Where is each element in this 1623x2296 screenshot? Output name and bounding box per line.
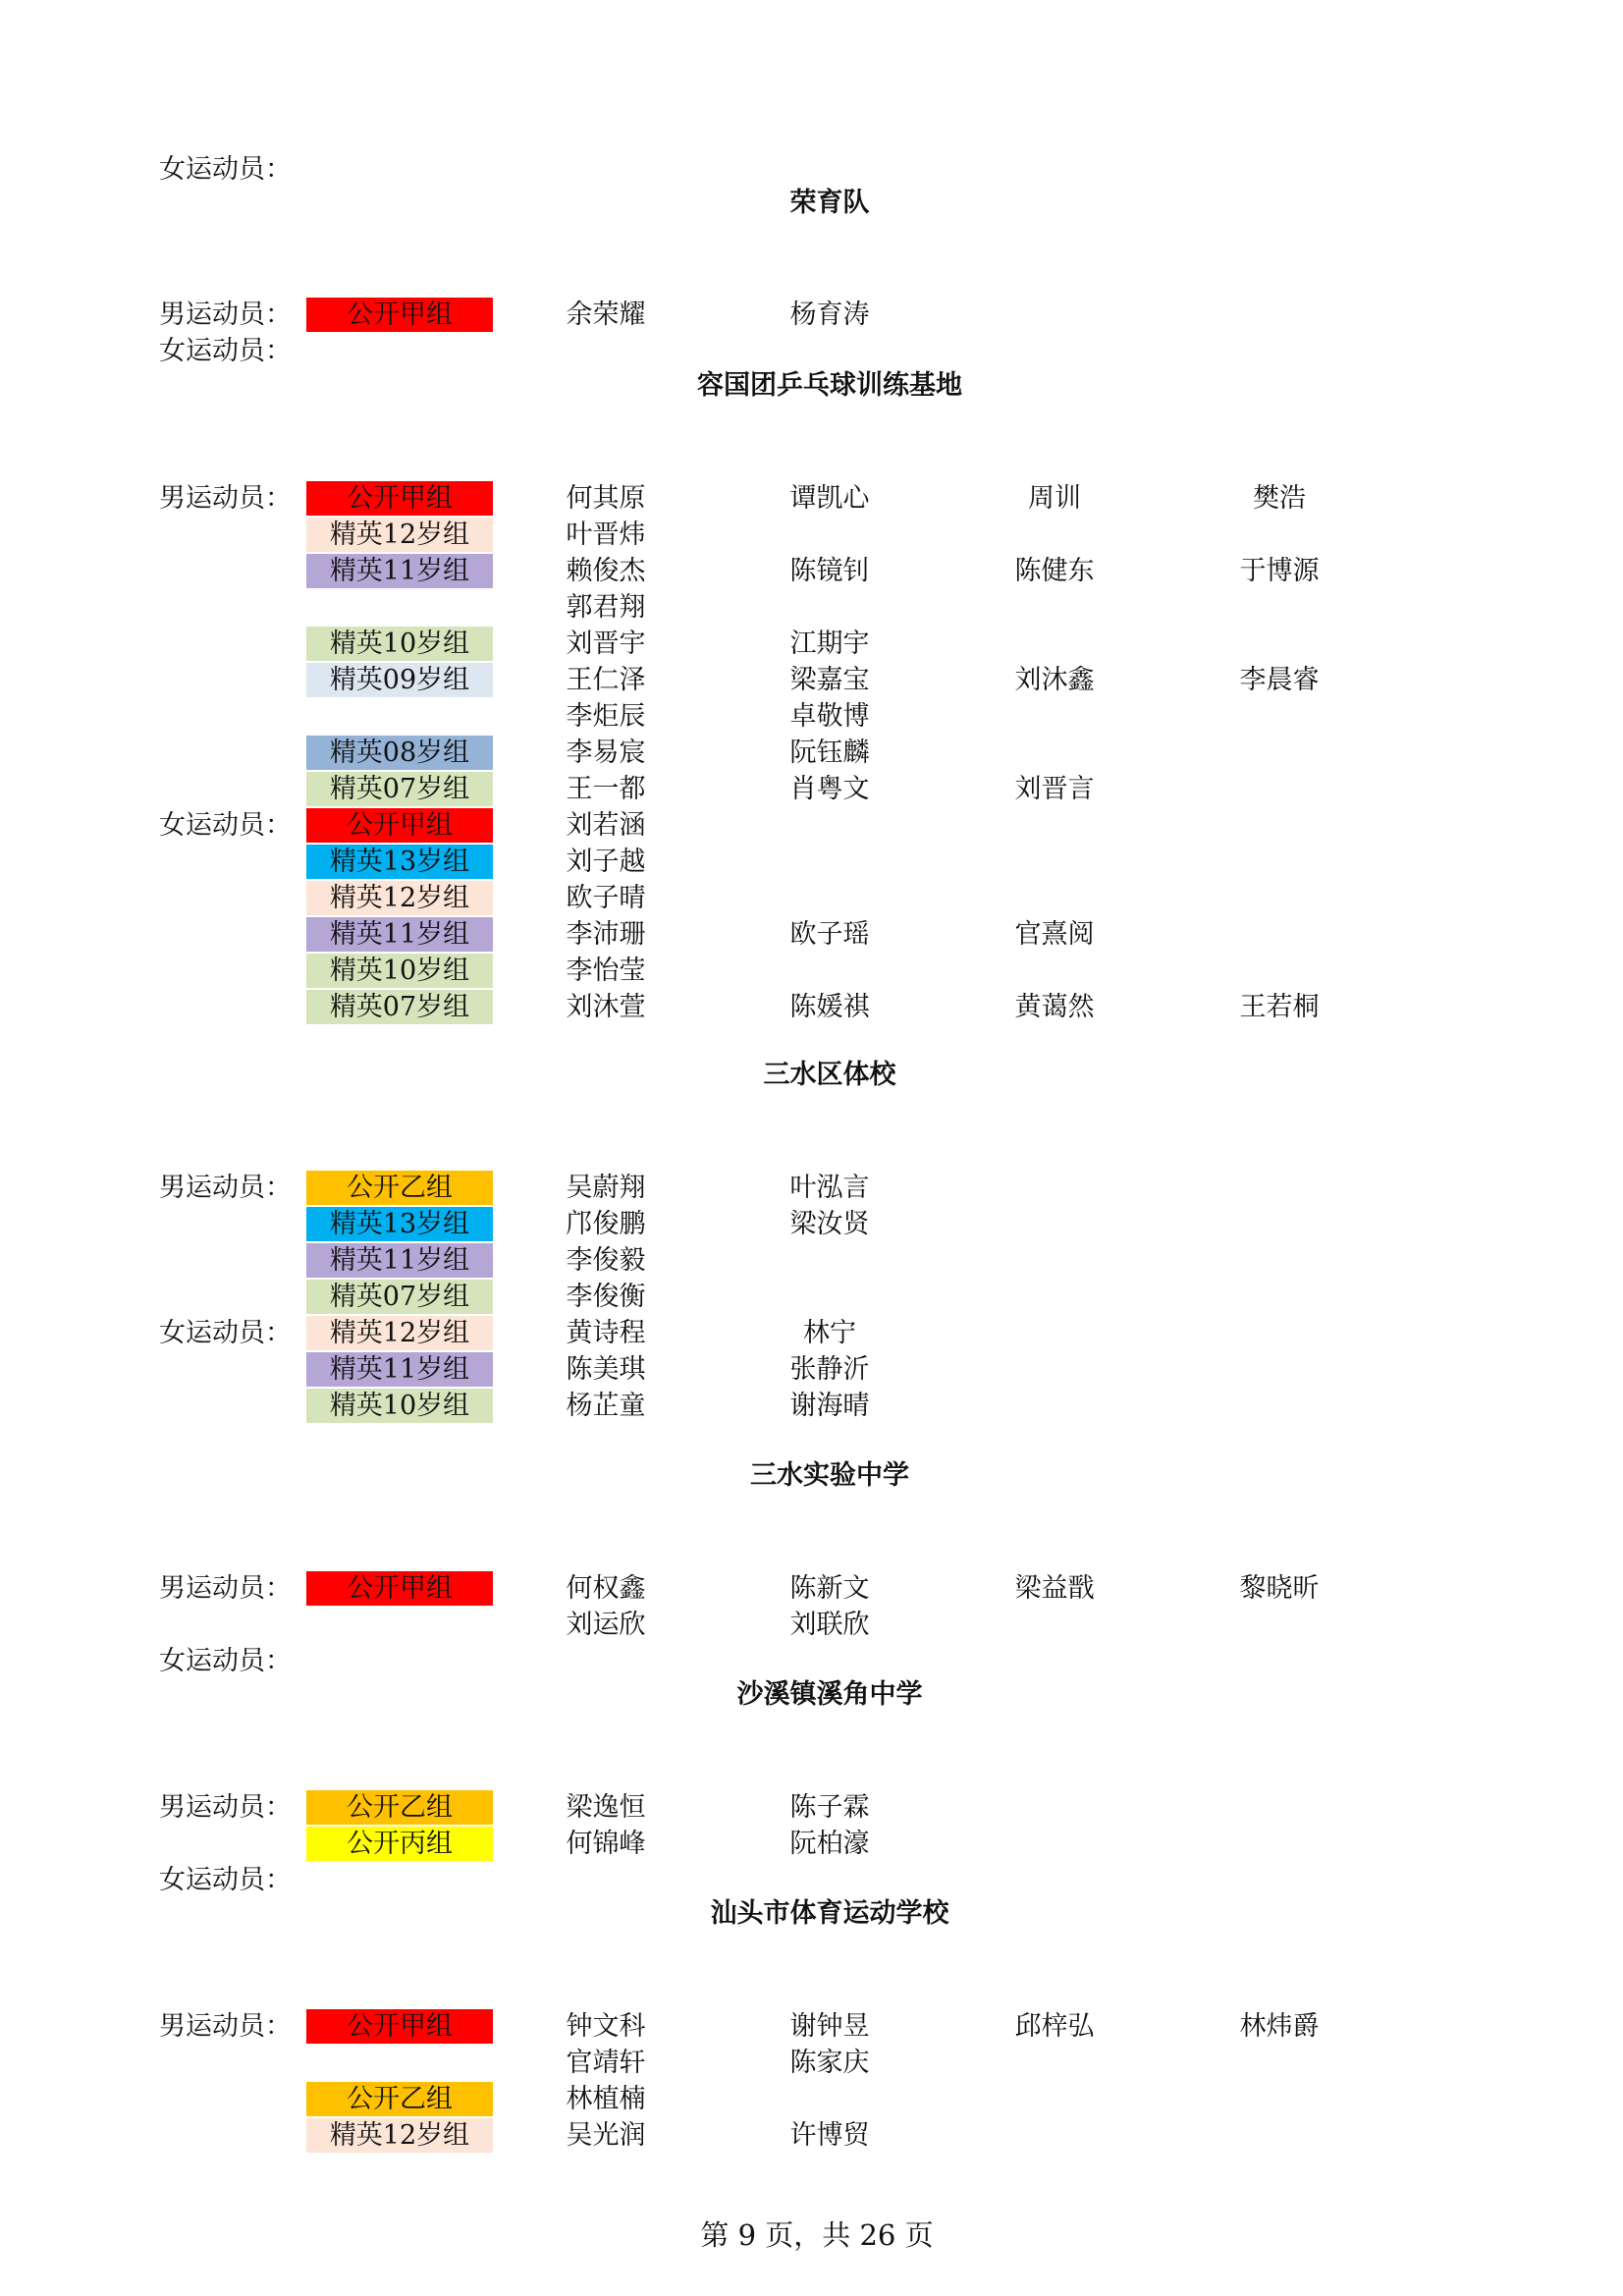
roster-row xyxy=(0,1206,1623,1242)
athlete-name: 李易宸 xyxy=(566,738,646,768)
roster-row xyxy=(0,1279,1623,1315)
roster-row xyxy=(0,333,1623,369)
athlete-name: 李俊衡 xyxy=(566,1282,646,1312)
athlete-name: 王一都 xyxy=(566,774,646,804)
category-badge: 公开甲组 xyxy=(306,808,493,843)
athlete-name: 李怡莹 xyxy=(566,956,646,986)
athlete-name: 余荣耀 xyxy=(566,300,646,330)
athlete-name: 陈镜钊 xyxy=(789,556,870,586)
athlete-name: 樊浩 xyxy=(1253,483,1306,514)
category-badge: 精英11岁组 xyxy=(306,917,493,952)
category-badge: 公开甲组 xyxy=(306,1571,493,1606)
athlete-name: 邱梓弘 xyxy=(1014,2011,1095,2042)
athlete-name: 林炜爵 xyxy=(1239,2011,1320,2042)
roster-row xyxy=(0,989,1623,1025)
category-badge: 精英12岁组 xyxy=(306,2118,493,2153)
athlete-name: 何权鑫 xyxy=(566,1573,646,1604)
athlete-name: 于博源 xyxy=(1239,556,1320,586)
athlete-name: 谢钟昱 xyxy=(789,2011,870,2042)
male-athletes-label: 男运动员： xyxy=(159,1573,292,1604)
female-athletes-label: 女运动员： xyxy=(159,336,292,366)
category-badge: 精英09岁组 xyxy=(306,663,493,697)
athlete-name: 梁益戬 xyxy=(1014,1573,1095,1604)
category-badge: 精英11岁组 xyxy=(306,1352,493,1387)
category-badge: 精英13岁组 xyxy=(306,1207,493,1241)
athlete-name: 林宁 xyxy=(803,1318,856,1348)
athlete-name: 吴光润 xyxy=(566,2120,646,2151)
athlete-name: 梁汝贤 xyxy=(789,1209,870,1239)
team-title: 沙溪镇溪角中学 xyxy=(736,1679,923,1710)
athlete-name: 杨育涛 xyxy=(789,300,870,330)
athlete-name: 黄蔼然 xyxy=(1014,992,1095,1022)
category-badge: 精英11岁组 xyxy=(306,1243,493,1278)
category-badge: 精英10岁组 xyxy=(306,1389,493,1423)
athlete-name: 王若桐 xyxy=(1239,992,1320,1022)
roster-row xyxy=(0,1242,1623,1279)
roster-row xyxy=(0,589,1623,626)
category-badge: 精英07岁组 xyxy=(306,772,493,806)
roster-row xyxy=(0,2117,1623,2154)
athlete-name: 许博贸 xyxy=(789,2120,870,2151)
male-athletes-label: 男运动员： xyxy=(159,1792,292,1823)
athlete-name: 陈健东 xyxy=(1014,556,1095,586)
roster-row xyxy=(0,1351,1623,1388)
team-title: 荣育队 xyxy=(789,188,870,218)
female-athletes-label: 女运动员： xyxy=(159,810,292,841)
category-badge: 精英11岁组 xyxy=(306,554,493,588)
athlete-name: 梁嘉宝 xyxy=(789,665,870,695)
athlete-name: 王仁泽 xyxy=(566,665,646,695)
athlete-name: 杨芷童 xyxy=(566,1391,646,1421)
athlete-name: 卓敬博 xyxy=(789,701,870,732)
athlete-name: 江期宇 xyxy=(789,629,870,659)
athlete-name: 肖粤文 xyxy=(789,774,870,804)
roster-row xyxy=(0,880,1623,916)
roster-row xyxy=(0,517,1623,553)
female-athletes-label: 女运动员： xyxy=(159,1865,292,1895)
female-athletes-label: 女运动员： xyxy=(159,154,292,185)
roster-row xyxy=(0,916,1623,953)
athlete-name: 赖俊杰 xyxy=(566,556,646,586)
athlete-name: 何其原 xyxy=(566,483,646,514)
athlete-name: 阮钰麟 xyxy=(789,738,870,768)
category-badge: 精英12岁组 xyxy=(306,1316,493,1350)
male-athletes-label: 男运动员： xyxy=(159,2011,292,2042)
athlete-name: 陈新文 xyxy=(789,1573,870,1604)
roster-row xyxy=(0,1170,1623,1206)
male-athletes-label: 男运动员： xyxy=(159,483,292,514)
athlete-name: 吴蔚翔 xyxy=(566,1173,646,1203)
page-footer: 第 9 页，共 26 页 xyxy=(700,2218,934,2252)
athlete-name: 刘运欣 xyxy=(566,1610,646,1640)
roster-row xyxy=(0,151,1623,188)
team-title: 容国团乒乓球训练基地 xyxy=(697,370,962,401)
category-badge: 公开甲组 xyxy=(306,481,493,516)
roster-row xyxy=(0,662,1623,698)
athlete-name: 叶晋炜 xyxy=(566,519,646,550)
male-athletes-label: 男运动员： xyxy=(159,1173,292,1203)
athlete-name: 郭君翔 xyxy=(566,592,646,623)
athlete-name: 李沛珊 xyxy=(566,919,646,950)
roster-row xyxy=(0,771,1623,807)
athlete-name: 刘若涵 xyxy=(566,810,646,841)
roster-row xyxy=(0,553,1623,589)
roster-row xyxy=(0,698,1623,735)
category-badge: 精英12岁组 xyxy=(306,518,493,552)
category-badge: 精英12岁组 xyxy=(306,881,493,915)
category-badge: 公开甲组 xyxy=(306,2009,493,2044)
athlete-name: 谭凯心 xyxy=(789,483,870,514)
roster-row xyxy=(0,2081,1623,2117)
athlete-name: 黎晓昕 xyxy=(1239,1573,1320,1604)
roster-row xyxy=(0,1789,1623,1826)
roster-row xyxy=(0,297,1623,333)
male-athletes-label: 男运动员： xyxy=(159,300,292,330)
category-badge: 精英07岁组 xyxy=(306,1280,493,1314)
athlete-name: 李炬辰 xyxy=(566,701,646,732)
roster-row xyxy=(0,1570,1623,1607)
athlete-name: 李晨睿 xyxy=(1239,665,1320,695)
athlete-name: 陈家庆 xyxy=(789,2048,870,2078)
roster-row xyxy=(0,1607,1623,1643)
athlete-name: 官熹阅 xyxy=(1014,919,1095,950)
team-title: 三水区体校 xyxy=(763,1060,896,1090)
athlete-name: 黄诗程 xyxy=(566,1318,646,1348)
category-badge: 精英08岁组 xyxy=(306,736,493,770)
athlete-name: 邝俊鹏 xyxy=(566,1209,646,1239)
category-badge: 精英10岁组 xyxy=(306,627,493,661)
athlete-name: 陈媛祺 xyxy=(789,992,870,1022)
roster-row xyxy=(0,1862,1623,1898)
category-badge: 公开丙组 xyxy=(306,1827,493,1861)
category-badge: 公开乙组 xyxy=(306,1171,493,1205)
athlete-name: 陈子霖 xyxy=(789,1792,870,1823)
athlete-name: 陈美琪 xyxy=(566,1354,646,1385)
athlete-name: 刘沐鑫 xyxy=(1014,665,1095,695)
athlete-name: 刘晋言 xyxy=(1014,774,1095,804)
athlete-name: 张静沂 xyxy=(789,1354,870,1385)
athlete-name: 谢海晴 xyxy=(789,1391,870,1421)
roster-row xyxy=(0,1643,1623,1679)
roster-row xyxy=(0,2008,1623,2045)
athlete-name: 刘沐萱 xyxy=(566,992,646,1022)
athlete-name: 梁逸恒 xyxy=(566,1792,646,1823)
category-badge: 精英07岁组 xyxy=(306,990,493,1024)
roster-row xyxy=(0,953,1623,989)
female-athletes-label: 女运动员： xyxy=(159,1318,292,1348)
roster-row xyxy=(0,2045,1623,2081)
roster-row xyxy=(0,1388,1623,1424)
category-badge: 精英10岁组 xyxy=(306,954,493,988)
roster-row xyxy=(0,735,1623,771)
roster-row xyxy=(0,1826,1623,1862)
athlete-name: 刘子越 xyxy=(566,847,646,877)
category-badge: 公开甲组 xyxy=(306,298,493,332)
athlete-name: 钟文科 xyxy=(566,2011,646,2042)
category-badge: 公开乙组 xyxy=(306,2082,493,2116)
athlete-name: 欧子瑶 xyxy=(789,919,870,950)
roster-row xyxy=(0,480,1623,517)
roster-row xyxy=(0,844,1623,880)
athlete-name: 何锦峰 xyxy=(566,1829,646,1859)
roster-row xyxy=(0,807,1623,844)
athlete-name: 官靖轩 xyxy=(566,2048,646,2078)
athlete-name: 刘联欣 xyxy=(789,1610,870,1640)
roster-row xyxy=(0,1315,1623,1351)
roster-row xyxy=(0,626,1623,662)
athlete-name: 叶泓言 xyxy=(789,1173,870,1203)
category-badge: 公开乙组 xyxy=(306,1790,493,1825)
athlete-name: 李俊毅 xyxy=(566,1245,646,1276)
athlete-name: 林植楠 xyxy=(566,2084,646,2114)
athlete-name: 周训 xyxy=(1028,483,1081,514)
category-badge: 精英13岁组 xyxy=(306,845,493,879)
athlete-name: 刘晋宇 xyxy=(566,629,646,659)
athlete-name: 阮柏濠 xyxy=(789,1829,870,1859)
team-title: 三水实验中学 xyxy=(750,1460,909,1491)
female-athletes-label: 女运动员： xyxy=(159,1646,292,1676)
athlete-name: 欧子晴 xyxy=(566,883,646,913)
team-title: 汕头市体育运动学校 xyxy=(710,1898,949,1929)
